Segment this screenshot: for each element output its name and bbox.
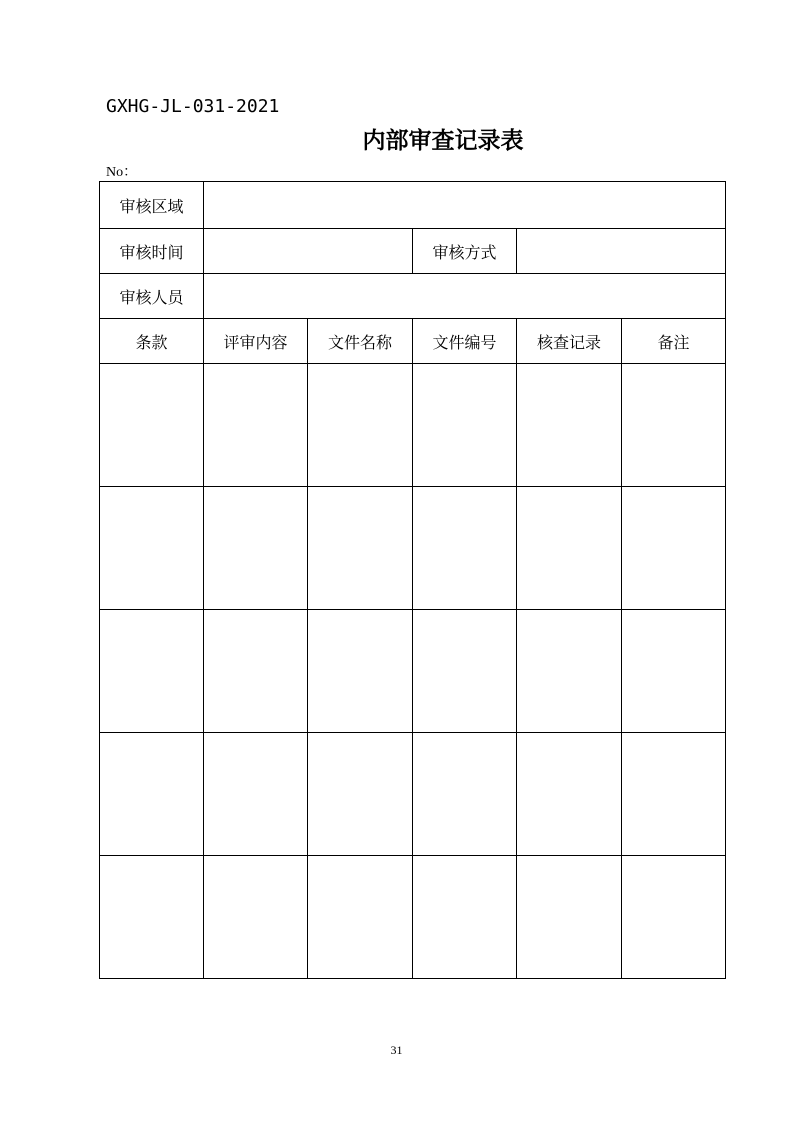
column-header-review-content: 评审内容 — [204, 319, 308, 364]
column-header-row — [100, 319, 726, 364]
audit-area-label: 审核区域 — [100, 182, 204, 229]
table-cell[interactable] — [100, 487, 204, 610]
table-cell[interactable] — [622, 364, 726, 487]
audit-time-row — [100, 229, 726, 274]
table-cell[interactable] — [517, 856, 622, 979]
form-title: 内部审查记录表 — [362, 127, 524, 154]
number-label: No： — [106, 165, 138, 180]
table-cell[interactable] — [622, 733, 726, 856]
table-cell[interactable] — [308, 733, 413, 856]
table-cell[interactable] — [622, 487, 726, 610]
document-code: GXHG-JL-031-2021 — [106, 96, 280, 117]
auditor-row — [100, 274, 726, 319]
column-header-clause: 条款 — [100, 319, 204, 364]
table-cell[interactable] — [204, 733, 308, 856]
table-cell[interactable] — [413, 856, 517, 979]
table-row — [100, 487, 726, 610]
table-row — [100, 733, 726, 856]
page-number: 31 — [390, 1043, 403, 1057]
table-cell[interactable] — [622, 610, 726, 733]
audit-record-table — [99, 181, 726, 979]
table-cell[interactable] — [622, 856, 726, 979]
table-cell[interactable] — [413, 610, 517, 733]
table-cell[interactable] — [308, 487, 413, 610]
table-row — [100, 856, 726, 979]
column-header-remarks: 备注 — [622, 319, 726, 364]
table-row — [100, 610, 726, 733]
table-cell[interactable] — [308, 364, 413, 487]
table-cell[interactable] — [517, 364, 622, 487]
table-cell[interactable] — [413, 487, 517, 610]
table-cell[interactable] — [204, 610, 308, 733]
audit-area-field[interactable] — [204, 182, 726, 229]
table-cell[interactable] — [100, 856, 204, 979]
audit-time-label: 审核时间 — [100, 229, 204, 274]
table-cell[interactable] — [413, 733, 517, 856]
table-cell[interactable] — [517, 487, 622, 610]
table-cell[interactable] — [204, 487, 308, 610]
table-cell[interactable] — [100, 733, 204, 856]
table-cell[interactable] — [100, 610, 204, 733]
table-cell[interactable] — [308, 610, 413, 733]
column-header-file-number: 文件编号 — [413, 319, 517, 364]
table-cell[interactable] — [100, 364, 204, 487]
column-header-check-record: 核查记录 — [517, 319, 622, 364]
table-cell[interactable] — [413, 364, 517, 487]
audit-method-field[interactable] — [517, 229, 726, 274]
column-header-file-name: 文件名称 — [308, 319, 413, 364]
table-row — [100, 364, 726, 487]
audit-area-row — [100, 182, 726, 229]
table-cell[interactable] — [308, 856, 413, 979]
table-cell[interactable] — [204, 364, 308, 487]
auditor-label: 审核人员 — [100, 274, 204, 319]
audit-method-label: 审核方式 — [413, 229, 517, 274]
auditor-field[interactable] — [204, 274, 726, 319]
table-cell[interactable] — [517, 733, 622, 856]
audit-time-field[interactable] — [204, 229, 413, 274]
table-cell[interactable] — [204, 856, 308, 979]
table-cell[interactable] — [517, 610, 622, 733]
